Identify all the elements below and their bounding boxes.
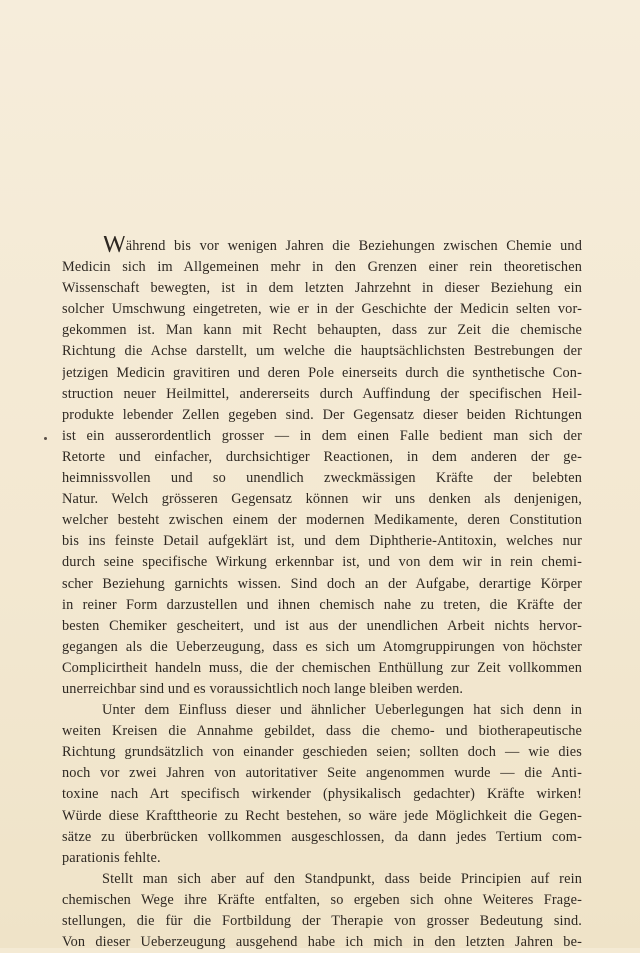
text-line-20: gegangen als die Ueberzeugung, dass es sich um Atomgruppirungen von höchster	[62, 638, 582, 655]
text-line-7: jetzigen Medicin gravitiren und deren Pole einerseits durch die synthetische Con-	[62, 364, 582, 381]
text-line-27: toxine nach Art specifisch wirkender (physikalisch gedachter) Kräfte wirken!	[62, 786, 582, 803]
margin-mark	[44, 437, 47, 440]
text-line-11: Retorte und einfacher, durchsichtiger Reactionen, in dem anderen der ge-	[62, 448, 582, 465]
text-line-13: Natur. Welch grösseren Gegensatz können wir uns denken als denjenigen,	[62, 491, 582, 508]
body-text	[62, 236, 582, 953]
text-line-30: parationis fehlte.	[62, 849, 161, 866]
text-line-32: chemischen Wege ihre Kräfte entfalten, so ergeben sich ohne Weiteres Frage-	[62, 891, 582, 908]
text-line-19: besten Chemiker gescheitert, und ist aus der unendlichen Arbeit nichts hervor-	[62, 617, 582, 634]
text-line-26: noch vor zwei Jahren von autoritativer Seite angenommen wurde — die Anti-	[62, 765, 582, 782]
text-line-21: Complicirtheit handeln muss, die der chemischen Enthüllung zur Zeit vollkommen	[62, 659, 582, 676]
text-line-12: heimnissvollen und so unendlich zweckmässigen Kräfte der belebten	[62, 470, 582, 487]
text-line-18: in reiner Form darzustellen und ihnen chemisch nahe zu treten, die Kräfte der	[62, 596, 582, 613]
initial-letter: W	[102, 236, 127, 258]
text-line-4: solcher Umschwung eingetreten, wie er in der Geschichte der Medicin selten vor-	[62, 301, 582, 318]
text-line-29: sätze zu überbrücken vollkommen ausgeschlossen, da dann jedes Tertium com-	[62, 828, 582, 845]
text-line-15: bis ins feinste Detail aufgeklärt ist, und dem Diphtherie-Antitoxin, welches nur	[62, 533, 582, 550]
text-line-2: Medicin sich im Allgemeinen mehr in den Grenzen einer rein theoretischen	[62, 259, 582, 276]
text-line-10: ist ein ausserordentlich grosser — in dem einen Falle bedient man sich der	[62, 427, 582, 444]
text-line-6: Richtung die Achse darstellt, um welche die hauptsächlichsten Bestrebungen der	[62, 343, 582, 360]
text-line-31: Stellt man sich aber auf den Standpunkt, dass beide Principien auf rein	[102, 870, 582, 887]
text-line-8: struction neuer Heilmittel, andererseits durch Auffindung der specifischen Heil-	[62, 385, 582, 402]
text-line-9: produkte lebender Zellen gegeben sind. Der Gegensatz dieser beiden Richtungen	[62, 406, 582, 423]
text-line-17: scher Beziehung garnichts wissen. Sind doch an der Aufgabe, derartige Körper	[62, 575, 582, 592]
text-line-28: Würde diese Krafttheorie zu Recht bestehen, so wäre jede Möglichkeit die Gegen-	[62, 807, 582, 824]
text-line-34: Von dieser Ueberzeugung ausgehend habe ich mich in den letzten Jahren be-	[62, 934, 582, 951]
text-line-1: Während bis vor wenigen Jahren die Beziehungen zwischen Chemie und	[62, 236, 582, 257]
text-line-24: weiten Kreisen die Annahme gebildet, dass die chemo- und biotherapeutische	[62, 723, 582, 740]
text-line-22: unerreichbar sind und es voraussichtlich noch lange bleiben werden.	[62, 680, 464, 697]
text-line-3: Wissenschaft bewegten, ist in dem letzten Jahrzehnt in dieser Beziehung ein	[62, 280, 582, 297]
text-line-14: welcher besteht zwischen einem der modernen Medikamente, deren Constitution	[62, 512, 582, 529]
text-line-16: durch seine specifische Wirkung erkennbar ist, und von dem wir in rein chemi-	[62, 554, 582, 571]
text-line-5: gekommen ist. Man kann mit Recht behaupten, dass zur Zeit die chemische	[62, 322, 582, 339]
text-line-25: Richtung grundsätzlich von einander geschieden seien; sollten doch — wie dies	[62, 744, 582, 761]
text-line-23: Unter dem Einfluss dieser und ähnlicher Ueberlegungen hat sich denn in	[102, 702, 582, 719]
text-line-33: stellungen, die für die Fortbildung der Therapie von grosser Bedeutung sind.	[62, 913, 582, 929]
